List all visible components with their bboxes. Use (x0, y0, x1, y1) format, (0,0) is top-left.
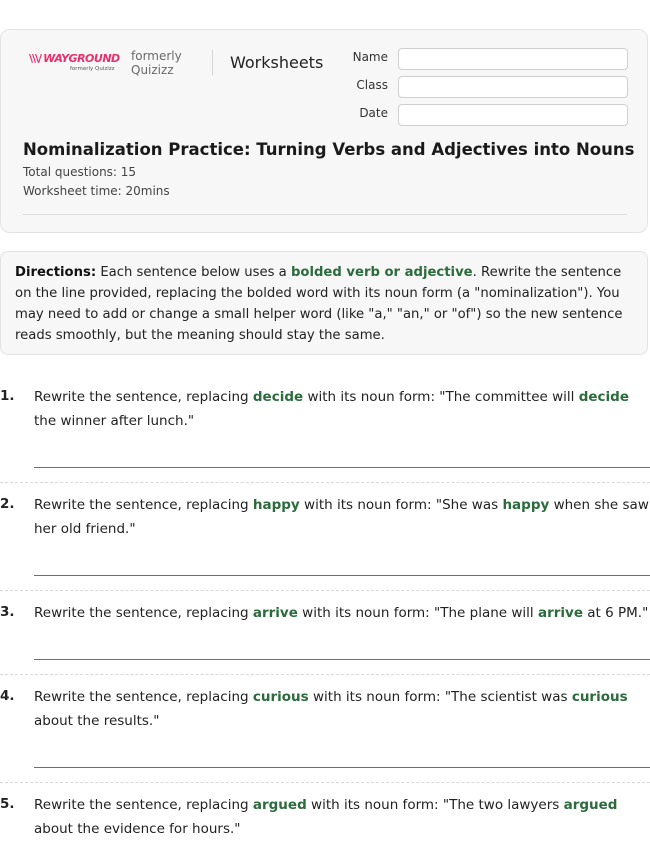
question-number: 3. (0, 604, 15, 620)
class-label: Class (356, 78, 388, 92)
date-field[interactable] (398, 104, 628, 126)
question-separator (0, 674, 650, 675)
formerly-quizizz (131, 49, 182, 77)
wayground-logo-icon: \\\/ (29, 52, 42, 65)
target-word: decide (252, 389, 304, 405)
question-middle: with its noun form: "She was (299, 497, 503, 513)
target-word-in-sentence: decide (578, 389, 629, 405)
name-label: Name (352, 50, 388, 64)
header-divider (212, 50, 213, 75)
target-word: curious (252, 689, 309, 705)
worksheet-title: Nominalization Practice: Turning Verbs and Adjectives into Nouns (23, 140, 635, 159)
wayground-logo (29, 52, 119, 74)
directions-text-2: . Rewrite the sentence on the line provided, replacing the bolded word with its noun form (a "nominalization"). You may need to add or change a small helper word (like "a," "an," or "of") so the new sentence reads smoothly, but the meaning should stay the same. (15, 265, 623, 343)
question-prefix: Rewrite the sentence, replacing (34, 497, 253, 513)
question-suffix: at 6 PM." (582, 605, 649, 621)
directions-highlight: bolded verb or adjective (290, 265, 473, 280)
target-word-in-sentence: argued (563, 797, 618, 813)
logo-wordmark: WAYGROUND (43, 52, 120, 65)
name-field-row (340, 48, 628, 70)
question-suffix: about the evidence for hours." (34, 821, 241, 837)
question-prefix: Rewrite the sentence, replacing (34, 797, 253, 813)
name-field[interactable] (398, 48, 628, 70)
question-suffix: the winner after lunch." (34, 413, 195, 429)
question-text (34, 685, 650, 733)
question-separator (0, 482, 650, 483)
answer-line[interactable] (34, 575, 650, 576)
header-bottom-divider (23, 214, 627, 215)
question-suffix: when she saw her old friend." (34, 497, 649, 537)
question-prefix: Rewrite the sentence, replacing (34, 689, 253, 705)
question-text (34, 493, 650, 541)
date-label: Date (359, 106, 388, 120)
target-word: arrive (252, 605, 298, 621)
answer-line[interactable] (34, 467, 650, 468)
question-text (34, 601, 650, 625)
question-prefix: Rewrite the sentence, replacing (34, 605, 253, 621)
class-field[interactable] (398, 76, 628, 98)
question-prefix: Rewrite the sentence, replacing (34, 389, 253, 405)
directions-label: Directions: (15, 265, 97, 280)
answer-line[interactable] (34, 767, 650, 768)
question-middle: with its noun form: "The committee will (303, 389, 579, 405)
directions-text-1: Each sentence below uses a (96, 265, 291, 280)
worksheet-time: Worksheet time: 20mins (23, 184, 170, 198)
formerly-text: formerly (131, 49, 182, 63)
question-middle: with its noun form: "The scientist was (308, 689, 572, 705)
question-separator (0, 782, 650, 783)
question-number: 5. (0, 796, 15, 812)
date-field-row (340, 104, 628, 126)
target-word-in-sentence: arrive (537, 605, 583, 621)
question-suffix: about the results." (34, 713, 160, 729)
logo-subtitle: formerly Quizizz (70, 66, 115, 72)
question-middle: with its noun form: "The plane will (297, 605, 538, 621)
class-field-row (340, 76, 628, 98)
target-word: happy (252, 497, 300, 513)
question-separator (0, 590, 650, 591)
question-number: 4. (0, 688, 15, 704)
target-word-in-sentence: curious (571, 689, 628, 705)
question-text (34, 385, 650, 433)
worksheets-label: Worksheets (230, 53, 324, 72)
answer-line[interactable] (34, 659, 650, 660)
directions-box (0, 251, 648, 355)
question-middle: with its noun form: "The two lawyers (306, 797, 564, 813)
question-text (34, 793, 650, 841)
total-questions: Total questions: 15 (23, 165, 137, 179)
question-number: 1. (0, 388, 15, 404)
target-word-in-sentence: happy (502, 497, 550, 513)
question-number: 2. (0, 496, 15, 512)
quizizz-text: Quizizz (131, 63, 174, 77)
target-word: argued (252, 797, 307, 813)
